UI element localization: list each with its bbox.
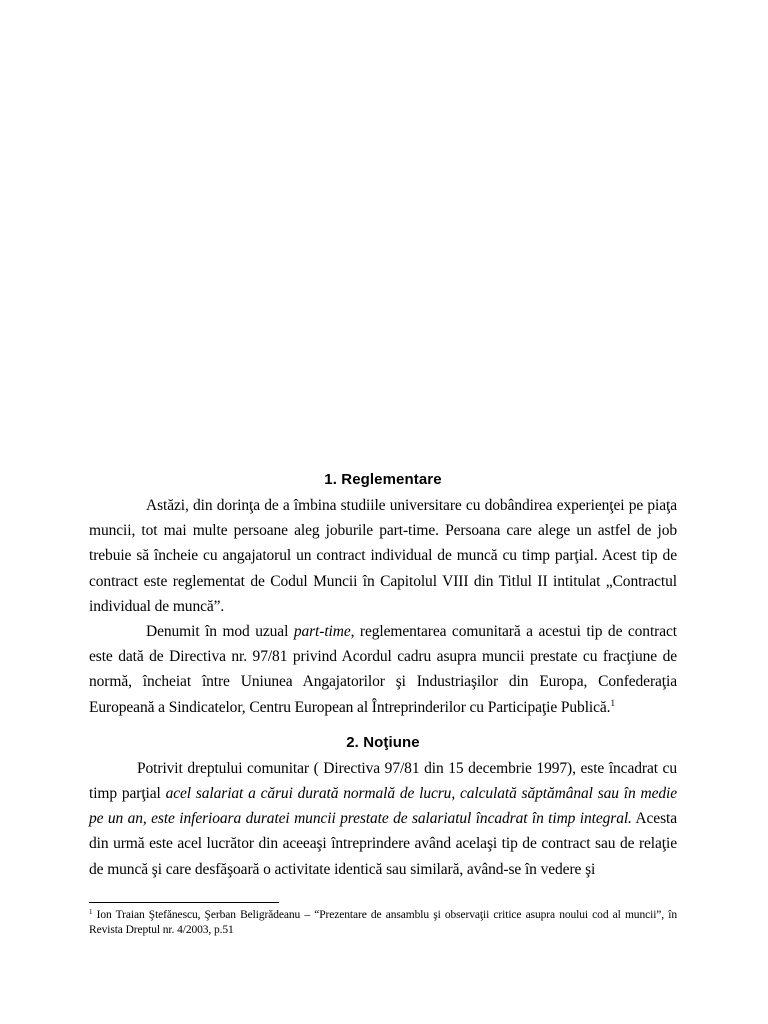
text-run: Potrivit dreptului comunitar ( Directiva 97/81 din 15 decembrie 1997), este încadrat cu timp parţial [89,759,677,803]
footnote-1 [89,908,677,938]
emphasis-definition: acel salariat a cărui durată normală de lucru, calculată săptămânal sau în medie pe un an, este inferioara duratei muncii prestate de salariatul încadrat în timp integral. [89,785,677,828]
emphasis-part-time: part-time [293,623,351,641]
text-run: Denumit în mod uzual [146,623,294,641]
document-body [89,466,677,882]
text-run: Acesta din urmă este acel lucrător din aceeaşi întreprindere având acelaşi tip de contract sau de relaţie de muncă şi care desfăşoară o activitate identică sau similară, având-se în vedere şi [89,810,677,878]
footnotes-area [89,902,677,938]
paragraph-notiune-1 [89,756,677,882]
paragraph-reglementare-1: Astăzi, din dorinţa de a îmbina studiile universitare cu dobândirea experienţei pe piaţa muncii, tot mai multe persoane aleg joburile part-time. Persoana care alege un astfel de job trebuie să încheie cu angajatorul un contract individual de muncă cu timp parţial. Acest tip de contract este reglementat de Codul Muncii în Capitolul VIII din Titlul II intitulat „Contractul individual de muncă”. [89,497,677,615]
text-run: , reglementarea comunitară a acestui tip de contract este dată de Directiva nr. 97/81 privind Acordul cadru asupra muncii prestate cu fracţiune de normă, încheiat între Uniunea Angajatorilor şi Industriaşilor din Europa, Confederaţia Europeană a Sindicatelor, Centru European al Întreprinderilor cu Participaţie Publică. [89,623,677,716]
footnote-reference[interactable]: 1 [610,697,615,708]
section-heading-notiune: 2. Noţiune [346,733,420,751]
section-heading-reglementare: 1. Reglementare [324,471,442,488]
footnote-text: Ion Traian Ştefănescu, Şerban Beligrădeanu – “Prezentare de ansamblu şi observaţii critice asupra noului cod al muncii”, în Revista Dreptul nr. 4/2003, p.51 [89,909,677,936]
footnote-number: 1 [89,908,93,916]
paragraph-reglementare-2 [89,619,677,720]
footnote-divider [89,902,279,903]
